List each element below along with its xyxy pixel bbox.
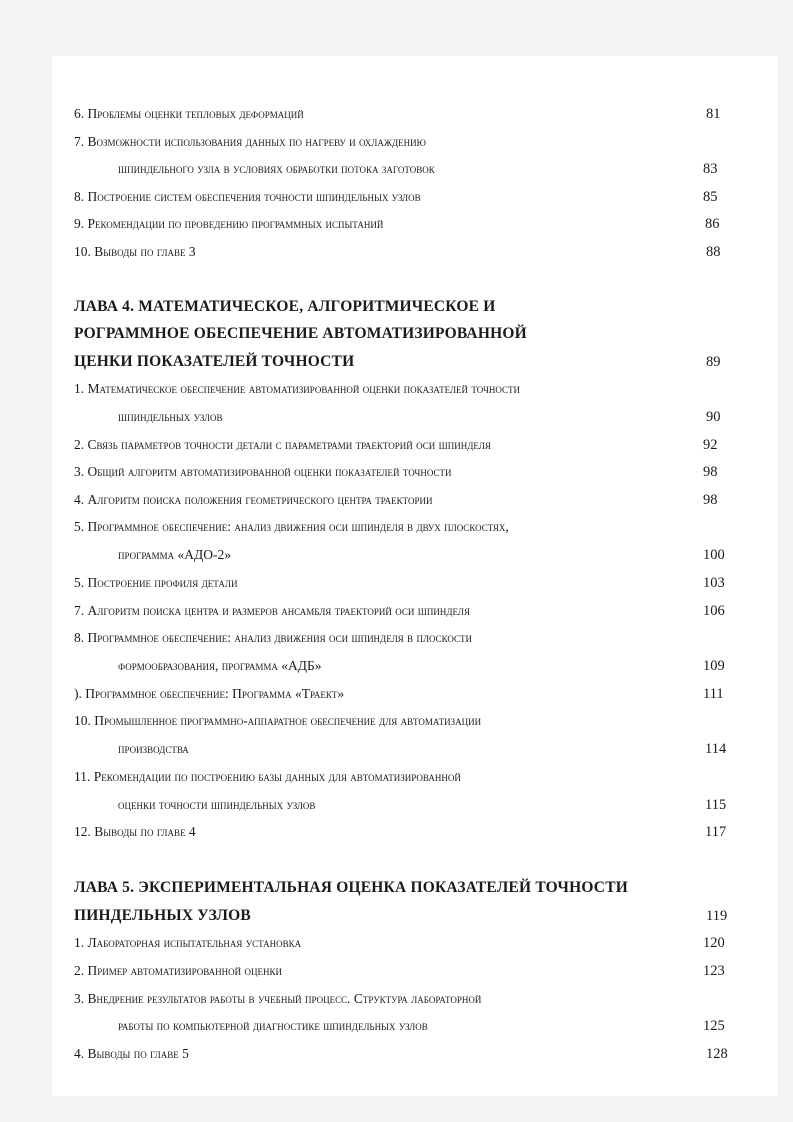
toc-entry-page: 128 xyxy=(706,1046,728,1062)
toc-entry xyxy=(118,1015,428,1037)
toc-entry-page: 119 xyxy=(706,908,728,924)
toc-entry-text: 3. Общий алгоритм автоматизированной оценки показателей точности xyxy=(74,464,452,479)
toc-entry xyxy=(74,710,481,732)
toc-entry xyxy=(74,821,196,843)
toc-entry-page: 125 xyxy=(703,1018,725,1034)
toc-entry-text: программа «АДО-2» xyxy=(118,547,232,562)
chapter-heading xyxy=(74,905,251,927)
toc-entry-page: 83 xyxy=(703,161,718,177)
chapter-heading xyxy=(74,296,495,318)
toc-entry-text: 12. Выводы по главе 4 xyxy=(74,824,196,839)
toc-entry-text: 6. Проблемы оценки тепловых деформаций xyxy=(74,106,304,121)
toc-entry xyxy=(118,158,435,180)
toc-entry xyxy=(74,1043,189,1065)
toc-entry-page: 115 xyxy=(705,797,727,813)
toc-entry-text: работы по компьютерной диагностике шпиндельных узлов xyxy=(118,1018,428,1033)
chapter-heading-text: ЦЕНКИ ПОКАЗАТЕЛЕЙ ТОЧНОСТИ xyxy=(74,353,355,370)
toc-entry-page: 89 xyxy=(706,354,721,370)
chapter-heading-text: ЛАВА 5. ЭКСПЕРИМЕНТАЛЬНАЯ ОЦЕНКА ПОКАЗАТЕЛЕЙ ТОЧНОСТИ xyxy=(74,879,629,896)
toc-entry-text: 4. Выводы по главе 5 xyxy=(74,1046,189,1061)
toc-entry xyxy=(74,988,481,1010)
toc-entry-text: формообразования, программа «АДБ» xyxy=(118,658,322,673)
toc-entry-text: 5. Построение профиля детали xyxy=(74,575,238,590)
toc-entry-text: шпиндельных узлов xyxy=(118,409,223,424)
toc-entry xyxy=(74,572,237,594)
toc-entry-text: 9. Рекомендации по проведению программных испытаний xyxy=(74,216,384,231)
toc-entry-page: 98 xyxy=(703,492,718,508)
chapter-heading xyxy=(74,351,354,373)
toc-entry xyxy=(74,131,426,153)
toc-entry-text: производства xyxy=(118,741,189,756)
toc-entry xyxy=(74,489,432,511)
toc-entry-text: ). Программное обеспечение: Программа «Траект» xyxy=(74,686,345,701)
toc-entry xyxy=(118,655,321,677)
toc-entry-text: шпиндельного узла в условиях обработки потока заготовок xyxy=(118,161,435,176)
toc-entry xyxy=(74,627,472,649)
toc-entry-text: 11. Рекомендации по построению базы данных для автоматизированной xyxy=(74,769,461,784)
toc-entry-text: 4. Алгоритм поиска положения геометрического центра траектории xyxy=(74,492,433,507)
toc-entry-text: 1. Лабораторная испытательная установка xyxy=(74,935,302,950)
toc-entry-text: 2. Связь параметров точности детали с параметрами траекторий оси шпинделя xyxy=(74,437,491,452)
toc-entry-page: 100 xyxy=(703,547,725,563)
toc-entry-text: оценки точности шпиндельных узлов xyxy=(118,797,316,812)
toc-entry xyxy=(74,241,196,263)
toc-entry-page: 88 xyxy=(706,244,721,260)
toc-entry-page: 114 xyxy=(705,741,727,757)
toc-entry xyxy=(74,461,451,483)
toc-entry xyxy=(74,186,421,208)
toc-entry-text: 3. Внедрение результатов работы в учебный процесс. Структура лабораторной xyxy=(74,991,482,1006)
toc-entry xyxy=(118,794,315,816)
toc-entry-page: 123 xyxy=(703,963,725,979)
toc-entry-page: 85 xyxy=(703,189,718,205)
chapter-heading-text: ЛАВА 4. МАТЕМАТИЧЕСКОЕ, АЛГОРИТМИЧЕСКОЕ И xyxy=(74,298,496,315)
toc-entry xyxy=(118,738,189,760)
toc-entry-page: 92 xyxy=(703,437,718,453)
toc-entry-page: 103 xyxy=(703,575,725,591)
toc-entry-page: 106 xyxy=(703,603,725,619)
toc-entry xyxy=(74,434,491,456)
toc-entry xyxy=(74,600,470,622)
toc-entry xyxy=(74,378,520,400)
chapter-heading-text: ПИНДЕЛЬНЫХ УЗЛОВ xyxy=(74,907,251,924)
toc-entry-text: 10. Выводы по главе 3 xyxy=(74,244,196,259)
toc-entry-text: 8. Построение систем обеспечения точности шпиндельных узлов xyxy=(74,189,421,204)
toc-entry-page: 111 xyxy=(703,686,724,702)
toc-entry-page: 81 xyxy=(706,106,721,122)
chapter-heading-text: РОГРАММНОЕ ОБЕСПЕЧЕНИЕ АВТОМАТИЗИРОВАННОЙ xyxy=(74,325,527,342)
toc-entry xyxy=(118,544,231,566)
toc-entry-page: 98 xyxy=(703,464,718,480)
toc-entry-text: 1. Математическое обеспечение автоматизированной оценки показателей точности xyxy=(74,381,521,396)
toc-entry-page: 109 xyxy=(703,658,725,674)
toc-entry xyxy=(74,960,282,982)
toc-entry-text: 8. Программное обеспечение: анализ движения оси шпинделя в плоскости xyxy=(74,630,473,645)
toc-entry xyxy=(74,103,304,125)
toc-entry-page: 120 xyxy=(703,935,725,951)
toc-entry xyxy=(74,516,509,538)
toc-entry-text: 5. Программное обеспечение: анализ движения оси шпинделя в двух плоскостях, xyxy=(74,519,509,534)
toc-entry xyxy=(74,932,301,954)
toc-entry-text: 7. Алгоритм поиска центра и размеров ансамбля траекторий оси шпинделя xyxy=(74,603,470,618)
toc-entry xyxy=(118,406,223,428)
chapter-heading xyxy=(74,877,628,899)
toc-entry-text: 10. Промышленное программно-аппаратное обеспечение для автоматизации xyxy=(74,713,482,728)
toc-entry xyxy=(74,213,383,235)
toc-entry-page: 90 xyxy=(706,409,721,425)
toc-entry-page: 117 xyxy=(705,824,727,840)
toc-entry-text: 2. Пример автоматизированной оценки xyxy=(74,963,283,978)
toc-entry-page: 86 xyxy=(705,216,720,232)
toc-entry-text: 7. Возможности использования данных по нагреву и охлаждению xyxy=(74,134,426,149)
chapter-heading xyxy=(74,323,527,345)
toc-entry xyxy=(74,766,461,788)
toc-entry xyxy=(74,683,344,705)
